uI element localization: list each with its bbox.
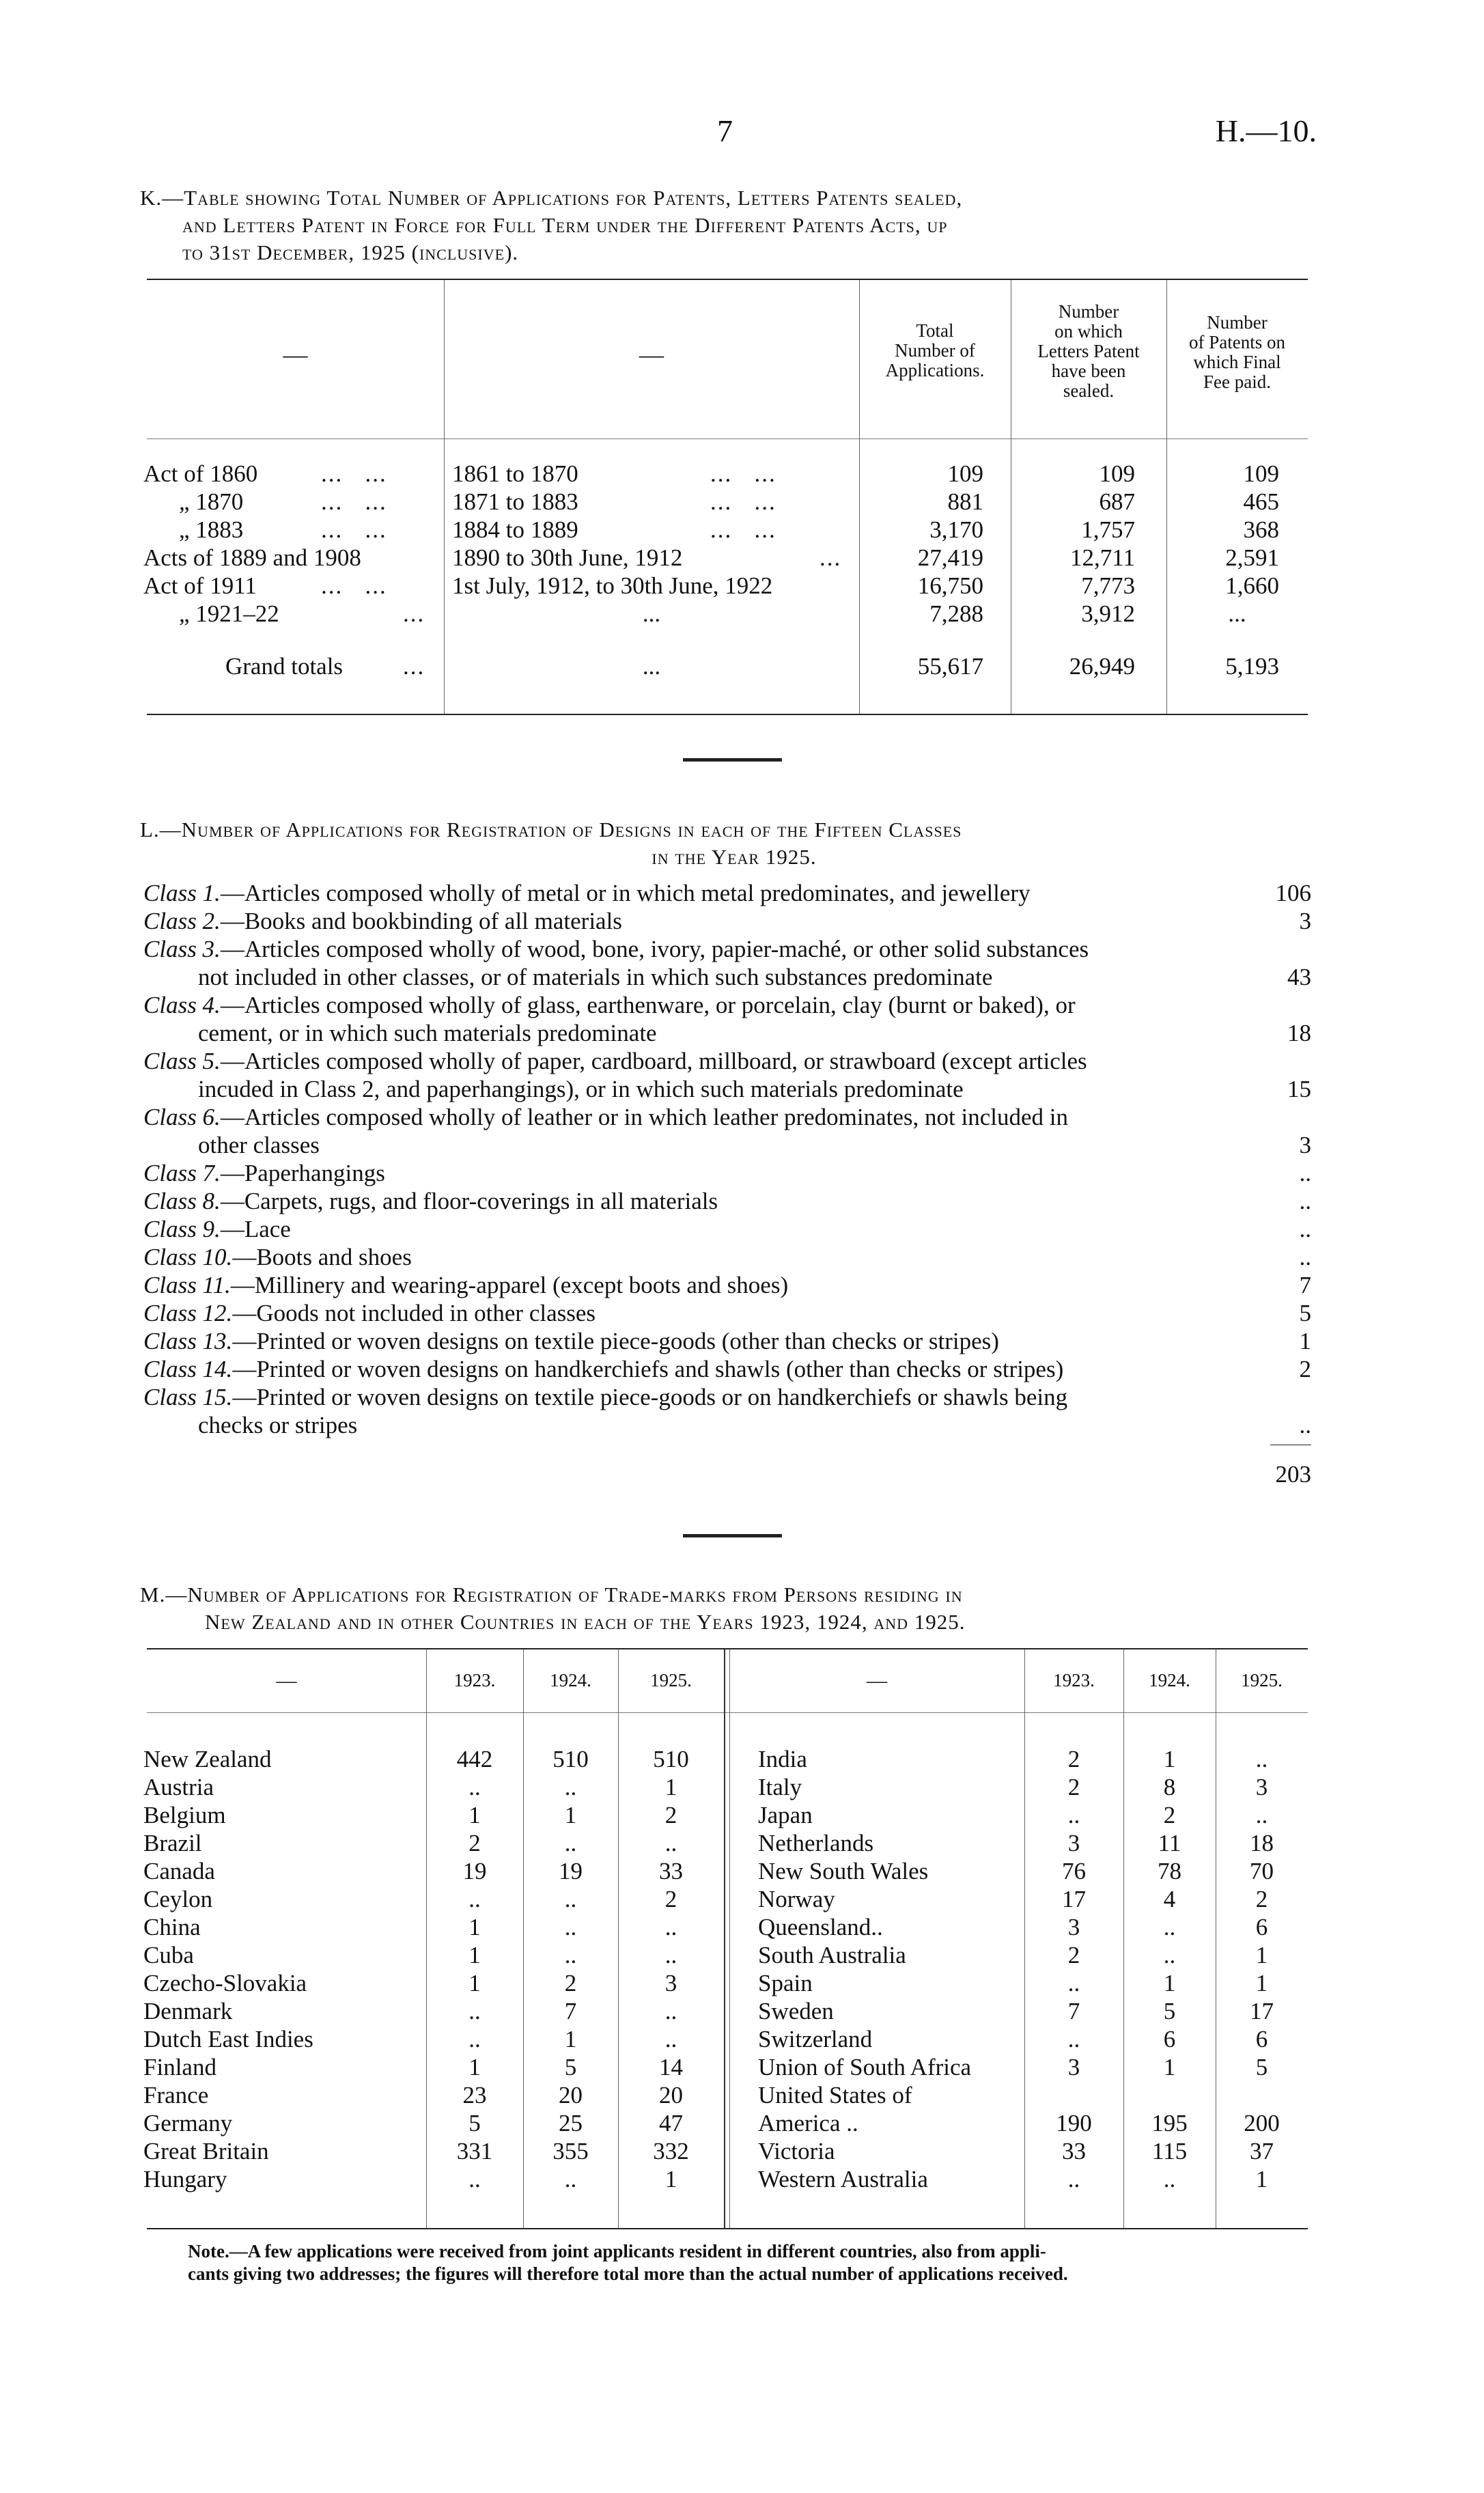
value-1925: 20 bbox=[659, 2082, 683, 2108]
value-1925: 3 bbox=[1255, 1774, 1268, 1800]
design-class-label: Class 1. bbox=[143, 880, 221, 906]
country-name: Great Britain bbox=[143, 2138, 269, 2164]
value-1924: 4 bbox=[1163, 1886, 1176, 1912]
design-class-count: 3 bbox=[1299, 908, 1311, 934]
cell-total: 7,288 bbox=[929, 600, 983, 627]
value-1923: .. bbox=[1067, 1970, 1080, 1996]
value-1923: 23 bbox=[462, 2082, 487, 2108]
col-header-1924: 1924. bbox=[550, 1670, 591, 1690]
value-1925: 14 bbox=[659, 2054, 683, 2080]
design-class-text: incuded in Class 2, and paperhangings), or in which such materials predominate bbox=[198, 1076, 964, 1102]
design-class-line bbox=[143, 1159, 385, 1187]
value-1924: 7 bbox=[564, 1998, 577, 2024]
country-name: Brazil bbox=[143, 1830, 202, 1856]
value-1923: 1 bbox=[468, 1942, 481, 1968]
value-1923: 1 bbox=[468, 2054, 481, 2080]
col-header-1923: 1923. bbox=[453, 1670, 496, 1690]
value-1925: .. bbox=[664, 1998, 677, 2024]
col-header-act: — bbox=[283, 341, 308, 368]
cell-total: 881 bbox=[947, 488, 983, 515]
header-line: Number of bbox=[895, 340, 975, 361]
value-1924: 1 bbox=[1163, 2054, 1176, 2080]
design-class-label: Class 6. bbox=[143, 1104, 221, 1130]
cell-final: 2,591 bbox=[1225, 544, 1279, 571]
header-line: on which bbox=[1054, 321, 1123, 342]
design-class-count: 18 bbox=[1287, 1020, 1311, 1046]
design-class-label: Class 7. bbox=[143, 1160, 221, 1186]
design-class-line bbox=[198, 1131, 320, 1159]
design-class-line bbox=[143, 1187, 718, 1215]
design-class-text: —Millinery and wearing-apparel (except boots and shoes) bbox=[230, 1272, 789, 1298]
value-1924: .. bbox=[564, 1774, 577, 1800]
value-1924: 6 bbox=[1163, 2026, 1176, 2052]
design-class-line bbox=[143, 1327, 999, 1355]
section-l-title-line: L.—Number of Applications for Registration of Designs in each of the Fifteen Classes bbox=[140, 818, 962, 841]
leader-dots: ... bbox=[820, 544, 842, 571]
page-reference: H.—10. bbox=[1215, 113, 1317, 148]
design-class-line bbox=[143, 1103, 1068, 1131]
value-1923: .. bbox=[468, 1774, 481, 1800]
design-class-count: .. bbox=[1299, 1244, 1311, 1270]
value-1924: 5 bbox=[1163, 1998, 1176, 2024]
country-name: Germany bbox=[143, 2110, 233, 2136]
cell-final: 109 bbox=[1243, 460, 1279, 487]
table-top-rule bbox=[147, 1648, 1308, 1649]
country-name: United States of bbox=[758, 2082, 912, 2108]
design-class-line bbox=[143, 1383, 1067, 1411]
cell-sealed: 687 bbox=[1099, 488, 1135, 515]
value-1924: 2 bbox=[1163, 1802, 1176, 1828]
design-class-line bbox=[198, 1411, 357, 1439]
design-class-label: Class 5. bbox=[143, 1048, 221, 1074]
value-1923: 17 bbox=[1062, 1886, 1086, 1912]
design-class-line bbox=[143, 935, 1089, 963]
leader-dots: ... ... bbox=[321, 516, 387, 543]
cell-act: „ 1870 bbox=[179, 488, 244, 515]
value-1923: 5 bbox=[468, 2110, 481, 2136]
design-class-label: Class 4. bbox=[143, 992, 221, 1018]
value-1923: .. bbox=[1067, 2026, 1080, 2052]
value-1925: 1 bbox=[1255, 1942, 1268, 1968]
value-1923: 3 bbox=[1067, 1830, 1080, 1856]
design-class-text: —Printed or woven designs on textile piece-goods or on handkerchiefs or shawls being bbox=[232, 1384, 1068, 1410]
footnote-line: cants giving two addresses; the figures will therefore total more than the actual number of applications received. bbox=[188, 2264, 1068, 2284]
country-name: Netherlands bbox=[758, 1830, 874, 1856]
value-1925: 1 bbox=[664, 2166, 677, 2192]
value-1923: .. bbox=[468, 2166, 481, 2192]
header-line: Applications. bbox=[885, 360, 985, 380]
value-1925: .. bbox=[664, 1914, 677, 1940]
value-1923: 3 bbox=[1067, 2054, 1080, 2080]
design-class-line bbox=[143, 1299, 596, 1327]
header-rule bbox=[147, 438, 1308, 439]
design-class-label: Class 13. bbox=[143, 1328, 233, 1354]
country-name: Belgium bbox=[143, 1802, 226, 1828]
cell-period: 1st July, 1912, to 30th June, 1922 bbox=[452, 572, 773, 599]
design-class-count: .. bbox=[1299, 1160, 1311, 1186]
value-1925: 2 bbox=[664, 1802, 677, 1828]
country-name: Norway bbox=[758, 1886, 835, 1912]
cell-period: 1890 to 30th June, 1912 bbox=[452, 544, 683, 571]
value-1924: 25 bbox=[559, 2110, 583, 2136]
table-bottom-rule bbox=[147, 714, 1308, 715]
section-m-title bbox=[140, 1581, 1328, 1636]
value-1923: 3 bbox=[1067, 1914, 1080, 1940]
country-name: Queensland.. bbox=[758, 1914, 883, 1940]
designs-total: 203 bbox=[1275, 1461, 1311, 1488]
section-l-title bbox=[140, 816, 1328, 871]
value-1925: 37 bbox=[1250, 2138, 1274, 2164]
design-class-count: 5 bbox=[1299, 1300, 1311, 1326]
value-1925: .. bbox=[664, 2026, 677, 2052]
design-class-text: —Carpets, rugs, and floor-coverings in all materials bbox=[220, 1188, 718, 1214]
cell-sealed: 3,912 bbox=[1081, 600, 1135, 627]
design-class-count: 15 bbox=[1287, 1076, 1311, 1102]
leader-dots: ... ... bbox=[710, 460, 776, 487]
leader-dots: ... ... bbox=[321, 572, 387, 599]
col-divider bbox=[729, 1649, 730, 2228]
section-k-title-line: K.—Table showing Total Number of Applications for Patents, Letters Patents sealed, bbox=[140, 186, 963, 210]
value-1924: 78 bbox=[1158, 1858, 1181, 1884]
footnote-line: Note.—A few applications were received from joint applicants resident in different countries, also from appli- bbox=[188, 2241, 1046, 2261]
country-name: Western Australia bbox=[758, 2166, 928, 2192]
leader-dots: ... ... bbox=[321, 488, 387, 515]
cell-act: „ 1883 bbox=[179, 516, 244, 543]
cell-sealed: 109 bbox=[1099, 460, 1135, 487]
design-class-text: —Articles composed wholly of paper, cardboard, millboard, or strawboard (except articles bbox=[220, 1048, 1087, 1074]
country-name: India bbox=[758, 1746, 807, 1772]
value-1924: 510 bbox=[552, 1746, 589, 1772]
header-line: Fee paid. bbox=[1203, 372, 1271, 392]
cell-act: Acts of 1889 and 1908 bbox=[143, 544, 361, 571]
country-name: Canada bbox=[143, 1858, 215, 1884]
grand-totals-sealed: 26,949 bbox=[1069, 653, 1135, 680]
country-name: Union of South Africa bbox=[758, 2054, 972, 2080]
header-line: Number bbox=[1058, 301, 1119, 322]
value-1924: 8 bbox=[1163, 1774, 1176, 1800]
country-name: Czecho-Slovakia bbox=[143, 1970, 307, 1996]
section-l-title-line: in the Year 1925. bbox=[652, 845, 817, 869]
cell-period: 1861 to 1870 bbox=[452, 460, 578, 487]
country-name: Ceylon bbox=[143, 1886, 213, 1912]
value-1925: 70 bbox=[1250, 1858, 1274, 1884]
col-header-1925: 1925. bbox=[1241, 1670, 1283, 1690]
col-divider bbox=[724, 1649, 725, 2228]
country-name: Japan bbox=[758, 1802, 813, 1828]
country-name: China bbox=[143, 1914, 201, 1940]
cell-period: ... bbox=[642, 600, 661, 627]
value-1925: .. bbox=[1255, 1746, 1268, 1772]
value-1924: .. bbox=[564, 1914, 577, 1940]
value-1924: .. bbox=[564, 1942, 577, 1968]
cell-total: 3,170 bbox=[929, 516, 983, 543]
value-1925: .. bbox=[664, 1942, 677, 1968]
section-m-title-line: M.—Number of Applications for Registration of Trade-marks from Persons residing in bbox=[140, 1583, 963, 1606]
value-1923: .. bbox=[1067, 1802, 1080, 1828]
country-name: Finland bbox=[143, 2054, 216, 2080]
design-class-label: Class 9. bbox=[143, 1216, 221, 1242]
value-1924: 19 bbox=[559, 1858, 583, 1884]
value-1923: .. bbox=[1067, 2166, 1080, 2192]
value-1923: .. bbox=[468, 1998, 481, 2024]
design-class-text: other classes bbox=[198, 1132, 320, 1158]
value-1924: 2 bbox=[564, 1970, 577, 1996]
country-name: America .. bbox=[758, 2110, 858, 2136]
header-rule bbox=[147, 1712, 1308, 1713]
value-1925: .. bbox=[1255, 1802, 1268, 1828]
value-1925: 6 bbox=[1255, 2026, 1268, 2052]
country-name: Hungary bbox=[143, 2166, 227, 2192]
cell-period: 1871 to 1883 bbox=[452, 488, 578, 515]
value-1923: 442 bbox=[456, 1746, 493, 1772]
value-1924: 195 bbox=[1151, 2110, 1188, 2136]
grand-totals-label: Grand totals bbox=[225, 653, 344, 680]
design-class-count: 1 bbox=[1299, 1328, 1311, 1354]
cell-final: 368 bbox=[1243, 516, 1279, 543]
cell-total: 109 bbox=[947, 460, 983, 487]
design-class-count: .. bbox=[1299, 1188, 1311, 1214]
design-class-label: Class 2. bbox=[143, 908, 221, 934]
design-class-label: Class 15. bbox=[143, 1384, 233, 1410]
country-name: Denmark bbox=[143, 1998, 233, 2024]
country-name: France bbox=[143, 2082, 209, 2108]
design-class-text: —Books and bookbinding of all materials bbox=[220, 908, 622, 934]
value-1924: .. bbox=[564, 1830, 577, 1856]
header-line: Letters Patent bbox=[1037, 341, 1140, 361]
header-line: Total bbox=[916, 320, 954, 341]
design-class-line bbox=[198, 963, 992, 991]
design-class-text: —Articles composed wholly of leather or in which leather predominates, not included in bbox=[220, 1104, 1068, 1130]
value-1924: 1 bbox=[564, 2026, 577, 2052]
design-class-text: cement, or in which such materials predominate bbox=[198, 1020, 657, 1046]
country-name: New South Wales bbox=[758, 1858, 929, 1884]
value-1924: .. bbox=[564, 1886, 577, 1912]
header-line: sealed. bbox=[1063, 380, 1115, 401]
design-class-line bbox=[143, 1271, 788, 1299]
section-divider bbox=[683, 1534, 782, 1537]
value-1925: 2 bbox=[664, 1886, 677, 1912]
col-header-1923: 1923. bbox=[1053, 1670, 1095, 1690]
value-1925: 200 bbox=[1244, 2110, 1280, 2136]
cell-sealed: 1,757 bbox=[1081, 516, 1135, 543]
design-class-line bbox=[143, 1355, 1063, 1383]
value-1925: 3 bbox=[664, 1970, 677, 1996]
value-1923: 2 bbox=[1067, 1746, 1080, 1772]
design-class-text: —Printed or woven designs on textile piece-goods (other than checks or stripes) bbox=[232, 1328, 999, 1354]
design-class-count: 43 bbox=[1287, 964, 1311, 990]
col-header-period: — bbox=[639, 341, 664, 368]
design-class-line bbox=[143, 1215, 291, 1243]
value-1925: 47 bbox=[659, 2110, 683, 2136]
cell-total: 16,750 bbox=[917, 572, 983, 599]
value-1923: .. bbox=[468, 1886, 481, 1912]
value-1924: .. bbox=[1163, 1942, 1176, 1968]
value-1923: 190 bbox=[1056, 2110, 1092, 2136]
value-1925: 5 bbox=[1255, 2054, 1268, 2080]
value-1925: 332 bbox=[653, 2138, 689, 2164]
value-1925: .. bbox=[664, 1830, 677, 1856]
value-1925: 17 bbox=[1250, 1998, 1274, 2024]
value-1924: 5 bbox=[564, 2054, 577, 2080]
cell-period: 1884 to 1889 bbox=[452, 516, 578, 543]
country-name: New Zealand bbox=[143, 1746, 272, 1772]
section-k-title-line: and Letters Patent in Force for Full Term under the Different Patents Acts, up bbox=[182, 213, 948, 237]
country-name: Cuba bbox=[143, 1942, 194, 1968]
design-class-line bbox=[198, 1019, 657, 1047]
design-class-count: 7 bbox=[1299, 1272, 1311, 1298]
design-class-line bbox=[143, 879, 1031, 907]
design-class-text: —Lace bbox=[220, 1216, 291, 1242]
design-class-label: Class 12. bbox=[143, 1300, 233, 1326]
section-k-title-line: to 31st December, 1925 (inclusive). bbox=[182, 240, 519, 264]
design-class-line bbox=[143, 1047, 1087, 1075]
leader-dots: ... ... bbox=[710, 516, 776, 543]
country-name: Victoria bbox=[758, 2138, 835, 2164]
cell-sealed: 12,711 bbox=[1070, 544, 1135, 571]
design-class-line bbox=[143, 991, 1076, 1019]
design-class-label: Class 14. bbox=[143, 1356, 233, 1382]
leader-dots: ... ... bbox=[710, 488, 776, 515]
country-name: Switzerland bbox=[758, 2026, 873, 2052]
design-class-count: 2 bbox=[1299, 1356, 1311, 1382]
design-class-count: .. bbox=[1299, 1412, 1311, 1438]
country-name: Sweden bbox=[758, 1998, 834, 2024]
country-name: Spain bbox=[758, 1970, 813, 1996]
design-class-text: —Articles composed wholly of glass, earthenware, or porcelain, clay (burnt or baked), or bbox=[220, 992, 1076, 1018]
design-class-text: —Boots and shoes bbox=[232, 1244, 412, 1270]
header-line: which Final bbox=[1193, 352, 1281, 372]
value-1923: 2 bbox=[1067, 1774, 1080, 1800]
value-1923: 7 bbox=[1067, 1998, 1080, 2024]
value-1925: 1 bbox=[1255, 2166, 1268, 2192]
value-1924: 355 bbox=[552, 2138, 589, 2164]
value-1925: 6 bbox=[1255, 1914, 1268, 1940]
value-1924: .. bbox=[1163, 2166, 1176, 2192]
value-1923: 331 bbox=[456, 2138, 493, 2164]
cell-total: 27,419 bbox=[917, 544, 983, 571]
col-header-sealed bbox=[1011, 302, 1166, 401]
grand-totals-period: ... bbox=[642, 653, 661, 680]
value-1924: 20 bbox=[559, 2082, 583, 2108]
value-1923: 2 bbox=[468, 1830, 481, 1856]
value-1924: .. bbox=[564, 2166, 577, 2192]
header-line: of Patents on bbox=[1189, 332, 1285, 352]
country-name: South Australia bbox=[758, 1942, 906, 1968]
value-1924: .. bbox=[1163, 1914, 1176, 1940]
value-1925: 510 bbox=[653, 1746, 689, 1772]
design-class-text: —Goods not included in other classes bbox=[232, 1300, 596, 1326]
col-header-1925: 1925. bbox=[650, 1670, 692, 1690]
design-class-line bbox=[198, 1075, 964, 1103]
cell-sealed: 7,773 bbox=[1081, 572, 1135, 599]
cell-act: Act of 1911 bbox=[143, 572, 257, 599]
table-top-rule bbox=[147, 279, 1308, 280]
design-class-line bbox=[143, 1243, 412, 1271]
value-1925: 18 bbox=[1250, 1830, 1274, 1856]
design-class-text: checks or stripes bbox=[198, 1412, 358, 1438]
value-1925: 2 bbox=[1255, 1886, 1268, 1912]
header-line: have been bbox=[1051, 361, 1126, 381]
leader-dots: ... bbox=[403, 653, 425, 680]
design-class-text: —Paperhangings bbox=[220, 1160, 385, 1186]
value-1923: 1 bbox=[468, 1802, 481, 1828]
value-1925: 33 bbox=[659, 1858, 683, 1884]
design-class-count: 3 bbox=[1299, 1132, 1311, 1158]
col-header-country: — bbox=[276, 1669, 297, 1692]
design-class-label: Class 11. bbox=[143, 1272, 231, 1298]
design-class-text: —Articles composed wholly of wood, bone, ivory, papier-maché, or other solid substances bbox=[220, 936, 1089, 962]
cell-act: „ 1921–22 bbox=[179, 600, 279, 627]
value-1924: 1 bbox=[1163, 1746, 1176, 1772]
value-1923: 2 bbox=[1067, 1942, 1080, 1968]
value-1924: 1 bbox=[1163, 1970, 1176, 1996]
header-line: Number bbox=[1207, 312, 1268, 333]
country-name: Austria bbox=[143, 1774, 214, 1800]
grand-totals-final: 5,193 bbox=[1225, 653, 1279, 680]
cell-final: 1,660 bbox=[1225, 572, 1279, 599]
value-1923: 1 bbox=[468, 1914, 481, 1940]
design-class-count: .. bbox=[1299, 1216, 1311, 1242]
design-class-label: Class 8. bbox=[143, 1188, 221, 1214]
value-1923: 1 bbox=[468, 1970, 481, 1996]
design-class-text: —Printed or woven designs on handkerchiefs and shawls (other than checks or stripes) bbox=[232, 1356, 1064, 1382]
col-header-total bbox=[859, 321, 1011, 380]
design-class-text: —Articles composed wholly of metal or in which metal predominates, and jewellery bbox=[220, 880, 1031, 906]
cell-final: ... bbox=[1228, 600, 1246, 627]
cell-act: Act of 1860 bbox=[143, 460, 258, 487]
country-name: Italy bbox=[758, 1774, 802, 1800]
cell-final: 465 bbox=[1243, 488, 1279, 515]
section-k-title bbox=[140, 184, 1328, 266]
design-class-line bbox=[143, 907, 622, 935]
section-divider bbox=[683, 758, 782, 762]
value-1923: .. bbox=[468, 2026, 481, 2052]
section-m-title-line: New Zealand and in other Countries in each of the Years 1923, 1924, and 1925. bbox=[205, 1610, 966, 1634]
value-1924: 1 bbox=[564, 1802, 577, 1828]
value-1923: 19 bbox=[462, 1858, 487, 1884]
leader-dots: ... bbox=[403, 600, 425, 627]
value-1925: 1 bbox=[1255, 1970, 1268, 1996]
footnote bbox=[188, 2240, 1315, 2285]
leader-dots: ... ... bbox=[321, 460, 387, 487]
col-header-country: — bbox=[867, 1669, 887, 1692]
design-class-label: Class 10. bbox=[143, 1244, 233, 1270]
value-1923: 33 bbox=[1062, 2138, 1086, 2164]
grand-totals-total: 55,617 bbox=[917, 653, 983, 680]
value-1924: 11 bbox=[1158, 1830, 1181, 1856]
page-number: 7 bbox=[717, 113, 733, 148]
country-name: Dutch East Indies bbox=[143, 2026, 313, 2052]
design-class-text: not included in other classes, or of materials in which such substances predominate bbox=[198, 964, 993, 990]
table-bottom-rule bbox=[147, 2228, 1308, 2229]
col-header-final-fee bbox=[1166, 313, 1308, 392]
design-class-count: 106 bbox=[1275, 880, 1311, 906]
value-1923: 76 bbox=[1062, 1858, 1086, 1884]
value-1925: 1 bbox=[664, 1774, 677, 1800]
design-class-label: Class 3. bbox=[143, 936, 221, 962]
value-1924: 115 bbox=[1151, 2138, 1188, 2164]
col-header-1924: 1924. bbox=[1149, 1670, 1190, 1690]
